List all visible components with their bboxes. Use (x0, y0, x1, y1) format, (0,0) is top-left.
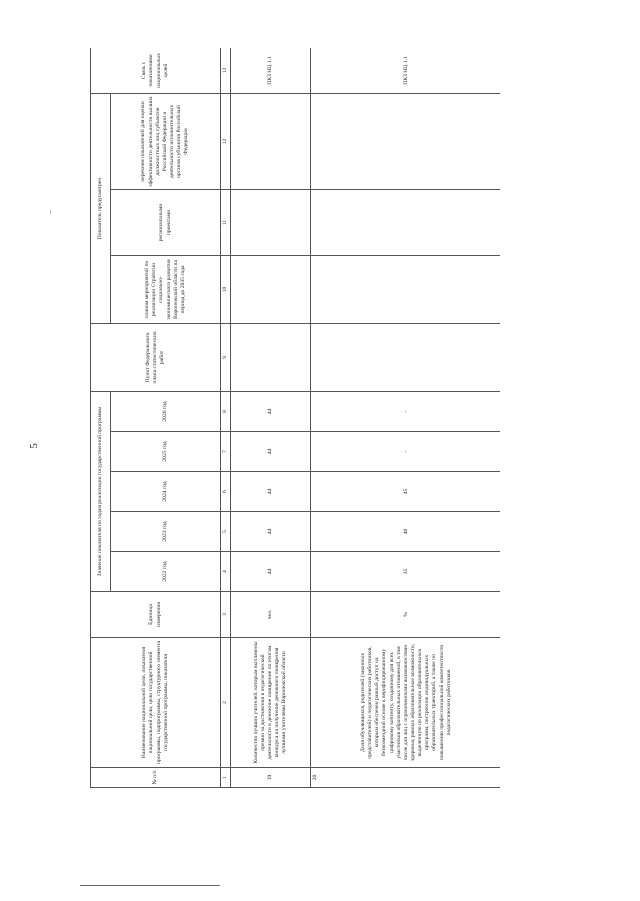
header-name: Наименование национальной цели, показателя национальной цели, цели государственной программы, подпрограммы, структурного элемента государственной программы, показателя (91, 638, 221, 768)
row-value-2023: 40 (310, 512, 500, 552)
col-number: 1 (221, 768, 231, 788)
row-unit: чел. (230, 592, 310, 638)
row-value-2022: 44 (230, 552, 310, 592)
col-number: 2 (221, 638, 231, 768)
row-regional (310, 190, 500, 256)
header-year-2025: 2025 год (111, 432, 221, 472)
col-number: 4 (221, 552, 231, 592)
col-number: 6 (221, 472, 231, 512)
col-number: 11 (221, 190, 231, 256)
row-value-2025: 44 (230, 432, 310, 472)
col-number: 8 (221, 392, 231, 432)
header-num: № п/п (91, 768, 221, 788)
row-value-2025: - (310, 432, 500, 472)
indicator-table (90, 48, 500, 788)
header-link: Связь с показателями национальных целей (91, 48, 221, 93)
row-num: 20 (310, 768, 500, 788)
row-name: Доля обучающихся, родителей (законных представителей) и педагогических работников, которым обеспечен равный доступ на безвозмездной основе к верифицированному цифровому контенту, созданному для всех участников образовательных отношений, в том числе для лиц с ограниченными возможностями здоровья, равных образовательные возможности, выделенную по реализации образовательных программ, построение индивидуальных образовательных траекторий, а также по повышению профессиональной компетентности педагогических работников (310, 638, 500, 768)
header-tools-group: Показатель предусмотрен (91, 93, 111, 323)
indicator-table-rotated (90, 48, 500, 788)
row-strategy (310, 256, 500, 324)
column-number-row (221, 48, 231, 788)
col-number: 12 (221, 93, 231, 189)
scan-mark (50, 210, 51, 214)
col-number: 3 (221, 592, 231, 638)
header-fed-plan: Пункт Федерального плана статистических работ (91, 324, 221, 392)
row-num: 19 (230, 768, 310, 788)
row-assessment (230, 93, 310, 189)
row-name: Количество лучших учителей, которым выплачены премии за достижения в педагогической деятельности в денежное поощрение по итогам конкурса на получение денежного поощрения лучшими учителями Воронежской области (230, 638, 310, 768)
row-value-2022: 35 (310, 552, 500, 592)
indicator-table-frame (90, 48, 500, 788)
footer-rule (80, 885, 220, 886)
col-number: 13 (221, 48, 231, 93)
row-unit: % (310, 592, 500, 638)
row-fed-plan (310, 324, 500, 392)
col-number: 7 (221, 432, 231, 472)
header-regional: региональными проектами (111, 190, 221, 256)
row-fed-plan (230, 324, 310, 392)
row-value-2026: - (310, 392, 500, 432)
header-assessment: перечнем показателей для оценки эффективности деятельности высших должностных лиц субъектов Российской Федерации и деятельности исполнительных органов субъектов Российской Федерации (111, 93, 221, 189)
header-values-group: Значение показателя по годам реализации государственной программы (91, 392, 111, 592)
header-year-2023: 2023 год (111, 512, 221, 552)
row-value-2024: 44 (230, 472, 310, 512)
table-row (230, 48, 310, 788)
row-value-2024: 45 (310, 472, 500, 512)
row-value-2026: 44 (230, 392, 310, 432)
header-unit: Единица измерения (91, 592, 221, 638)
header-year-2022: 2022 год (111, 552, 221, 592)
col-number: 9 (221, 324, 231, 392)
row-strategy (230, 256, 310, 324)
row-value-2023: 44 (230, 512, 310, 552)
header-year-2024: 2024 год (111, 472, 221, 512)
col-number: 5 (221, 512, 231, 552)
header-year-2026: 2026 год (111, 392, 221, 432)
page-number: 5 (28, 443, 40, 449)
row-link: ПКЗ НЦ 1.1 (230, 48, 310, 93)
row-link: ПКЗ НЦ 1.1 (310, 48, 500, 93)
row-regional (230, 190, 310, 256)
table-row (310, 48, 500, 788)
row-assessment (310, 93, 500, 189)
header-strategy: планом мероприятий по реализации Стратегии социально-экономического развития Воронежской области на период до 2035 года (111, 256, 221, 324)
col-number: 10 (221, 256, 231, 324)
